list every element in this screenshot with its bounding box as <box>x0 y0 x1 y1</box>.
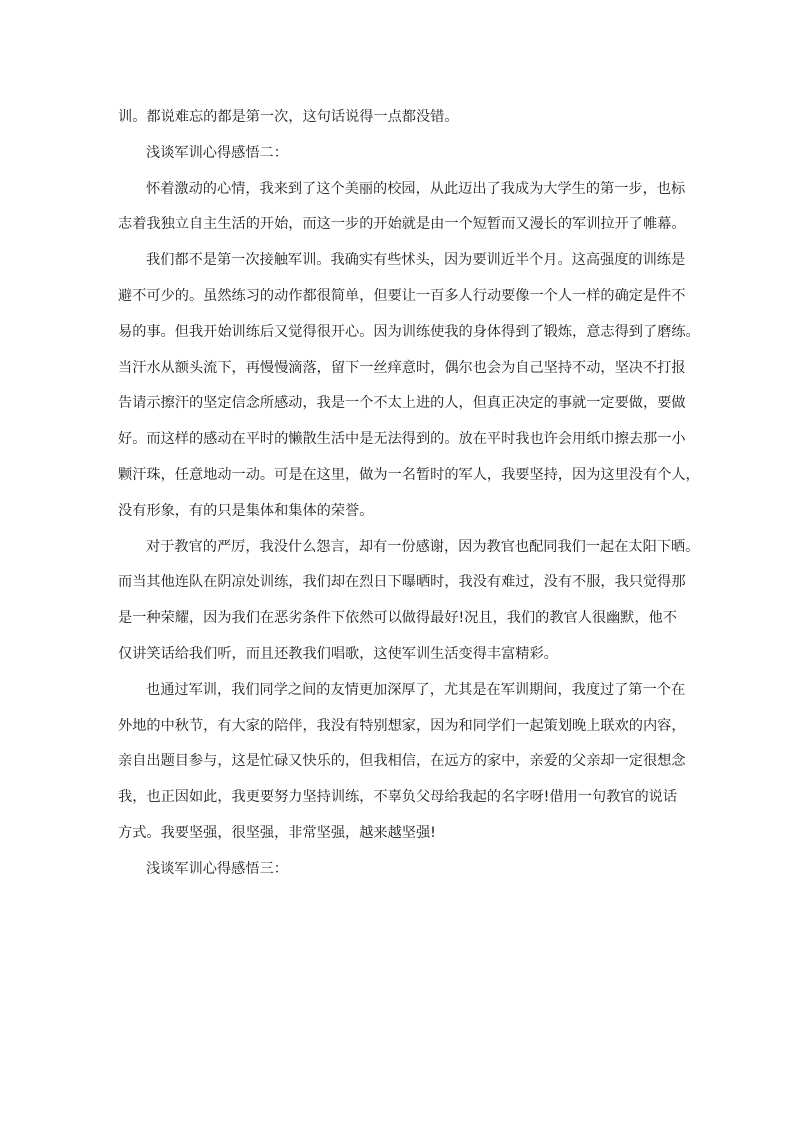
paragraph <box>118 530 700 673</box>
text-line: 方式。我要坚强，很坚强，非常坚强，越来越坚强! <box>118 824 436 841</box>
text-line: 我们都不是第一次接触军训。我确实有些怵头，因为要训近半个月。这高强度的训练是 <box>146 252 686 269</box>
heading-text: 浅谈军训心得感悟三： <box>146 860 288 877</box>
text-line: 告请示擦汗的坚定信念所感动，我是一个不太上进的人，但真正决定的事就一定要做，要做 <box>118 395 686 412</box>
text-line: 避不可少的。虽然练习的动作都很简单，但要让一百多人行动要像一个人一样的确定是件不 <box>118 287 686 304</box>
text-line: 对于教官的严厉，我没什么怨言，却有一份感谢，因为教官也配同我们一起在太阳下晒。 <box>146 538 700 555</box>
paragraph-continuation <box>118 100 690 136</box>
text-line: 也通过军训，我们同学之间的友情更加深厚了，尤其是在军训期间，我度过了第一个在 <box>146 681 686 698</box>
document-body <box>118 100 700 888</box>
text-line: 志着我独立自主生活的开始，而这一步的开始就是由一个短暂而又漫长的军训拉开了帷幕。 <box>118 216 686 233</box>
text-line: 外地的中秋节，有大家的陪伴，我没有特别想家，因为和同学们一起策划晚上联欢的内容， <box>118 717 686 734</box>
text-line: 而当其他连队在阴凉处训练，我们却在烈日下曝晒时，我没有难过，没有不服，我只觉得那 <box>118 574 686 591</box>
text-line: 颗汗珠，任意地动一动。可是在这里，做为一名暂时的军人，我要坚持，因为这里没有个人， <box>118 466 700 483</box>
text-line: 易的事。但我开始训练后又觉得很开心。因为训练使我的身体得到了锻炼，意志得到了磨练。 <box>118 323 700 340</box>
section-heading-3 <box>118 852 690 888</box>
text-line: 怀着激动的心情，我来到了这个美丽的校园，从此迈出了我成为大学生的第一步，也标 <box>146 180 686 197</box>
text-line: 没有形象，有的只是集体和集体的荣誉。 <box>118 502 374 519</box>
text-line: 好。而这样的感动在平时的懒散生活中是无法得到的。放在平时我也许会用纸巾擦去那一小 <box>118 431 686 448</box>
section-heading-2 <box>118 136 690 172</box>
text-line: 是一种荣耀，因为我们在恶劣条件下依然可以做得最好!况且，我们的教官人很幽默，他不 <box>118 610 678 627</box>
paragraph <box>118 673 690 852</box>
paragraph <box>118 243 700 529</box>
text-line: 我，也正因如此，我更要努力坚持训练，不辜负父母给我起的名字呀!借用一句教官的说话 <box>118 789 678 806</box>
heading-text: 浅谈军训心得感悟二： <box>146 144 288 161</box>
text-line: 仅讲笑话给我们听，而且还教我们唱歌，这使军训生活变得丰富精彩。 <box>118 645 558 662</box>
paragraph <box>118 172 690 244</box>
text-line: 亲自出题目参与，这是忙碌又快乐的，但我相信，在远方的家中，亲爱的父亲却一定很想念 <box>118 753 686 770</box>
text-line: 当汗水从额头流下，再慢慢滴落，留下一丝痒意时，偶尔也会为自己坚持不动，坚决不打报 <box>118 359 686 376</box>
text-line: 训。都说难忘的都是第一次，这句话说得一点都没错。 <box>118 109 459 125</box>
